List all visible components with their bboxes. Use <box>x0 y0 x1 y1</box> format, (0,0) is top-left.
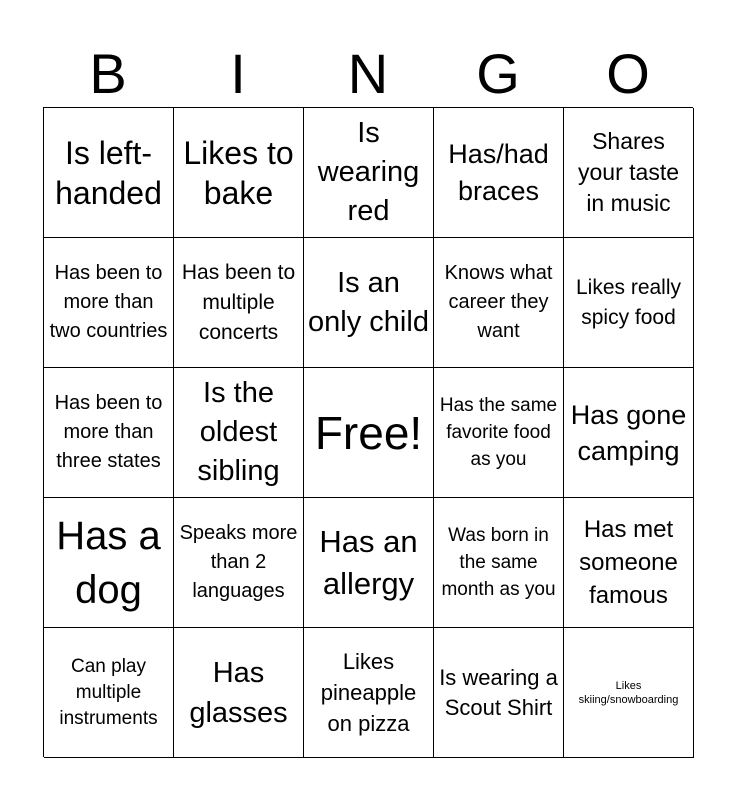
bingo-cell[interactable] <box>564 498 694 628</box>
cell-text: Likes pineapple on pizza <box>320 649 417 736</box>
bingo-cell[interactable] <box>434 238 564 368</box>
bingo-cell[interactable] <box>44 628 174 758</box>
cell-text: Can play multiple instruments <box>59 655 158 729</box>
cell-text: Is left-handed <box>55 134 162 211</box>
bingo-grid <box>43 107 693 757</box>
bingo-cell[interactable] <box>564 628 694 758</box>
cell-text: Likes to bake <box>183 134 294 211</box>
cell-text: Is wearing red <box>317 117 420 227</box>
bingo-cell[interactable] <box>304 238 434 368</box>
bingo-cell[interactable] <box>44 498 174 628</box>
cell-text: Has the same favorite food as you <box>439 395 558 470</box>
bingo-cell[interactable] <box>564 108 694 238</box>
bingo-cell[interactable] <box>174 498 304 628</box>
cell-text: Has been to multiple concerts <box>181 260 296 344</box>
cell-text: Has glasses <box>189 656 288 729</box>
bingo-cell[interactable] <box>44 108 174 238</box>
cell-text: Is wearing a Scout Shirt <box>439 664 558 720</box>
bingo-cell[interactable] <box>304 628 434 758</box>
bingo-cell[interactable] <box>174 238 304 368</box>
cell-text: Shares your taste in music <box>578 128 679 216</box>
cell-text: Was born in the same month as you <box>441 525 556 600</box>
cell-text: Has gone camping <box>570 399 687 466</box>
header-letter-o: O <box>606 42 650 105</box>
cell-text: Knows what career they want <box>444 262 553 342</box>
cell-text: Has been to more than two countries <box>49 262 168 342</box>
header-letter-g: G <box>476 42 520 105</box>
bingo-cell[interactable] <box>564 238 694 368</box>
bingo-cell[interactable] <box>174 108 304 238</box>
cell-text: Has a dog <box>56 513 161 612</box>
header-letter-i: I <box>230 42 246 105</box>
cell-text: Is the oldest sibling <box>197 377 280 487</box>
bingo-cell[interactable] <box>564 368 694 498</box>
bingo-cell[interactable] <box>434 628 564 758</box>
cell-text: Is an only child <box>308 266 429 338</box>
bingo-cell[interactable] <box>434 498 564 628</box>
bingo-header <box>43 40 693 108</box>
cell-text: Has an allergy <box>319 523 418 601</box>
cell-text: Speaks more than 2 languages <box>179 522 298 602</box>
bingo-cell[interactable] <box>304 498 434 628</box>
free-space[interactable] <box>304 368 434 498</box>
bingo-cell[interactable] <box>304 108 434 238</box>
bingo-cell[interactable] <box>434 368 564 498</box>
bingo-cell[interactable] <box>434 108 564 238</box>
cell-text: Likes skiing/snowboarding <box>578 679 679 706</box>
cell-text: Has been to more than three states <box>54 392 163 472</box>
bingo-cell[interactable] <box>44 368 174 498</box>
header-letter-n: N <box>347 42 389 105</box>
header-letter-b: B <box>89 42 127 105</box>
bingo-cell[interactable] <box>174 628 304 758</box>
cell-text: Has met someone famous <box>579 516 678 609</box>
cell-text: Likes really spicy food <box>575 275 682 329</box>
cell-text: Has/had braces <box>448 138 549 206</box>
bingo-cell[interactable] <box>44 238 174 368</box>
free-space-text: Free! <box>314 406 423 459</box>
bingo-cell[interactable] <box>174 368 304 498</box>
